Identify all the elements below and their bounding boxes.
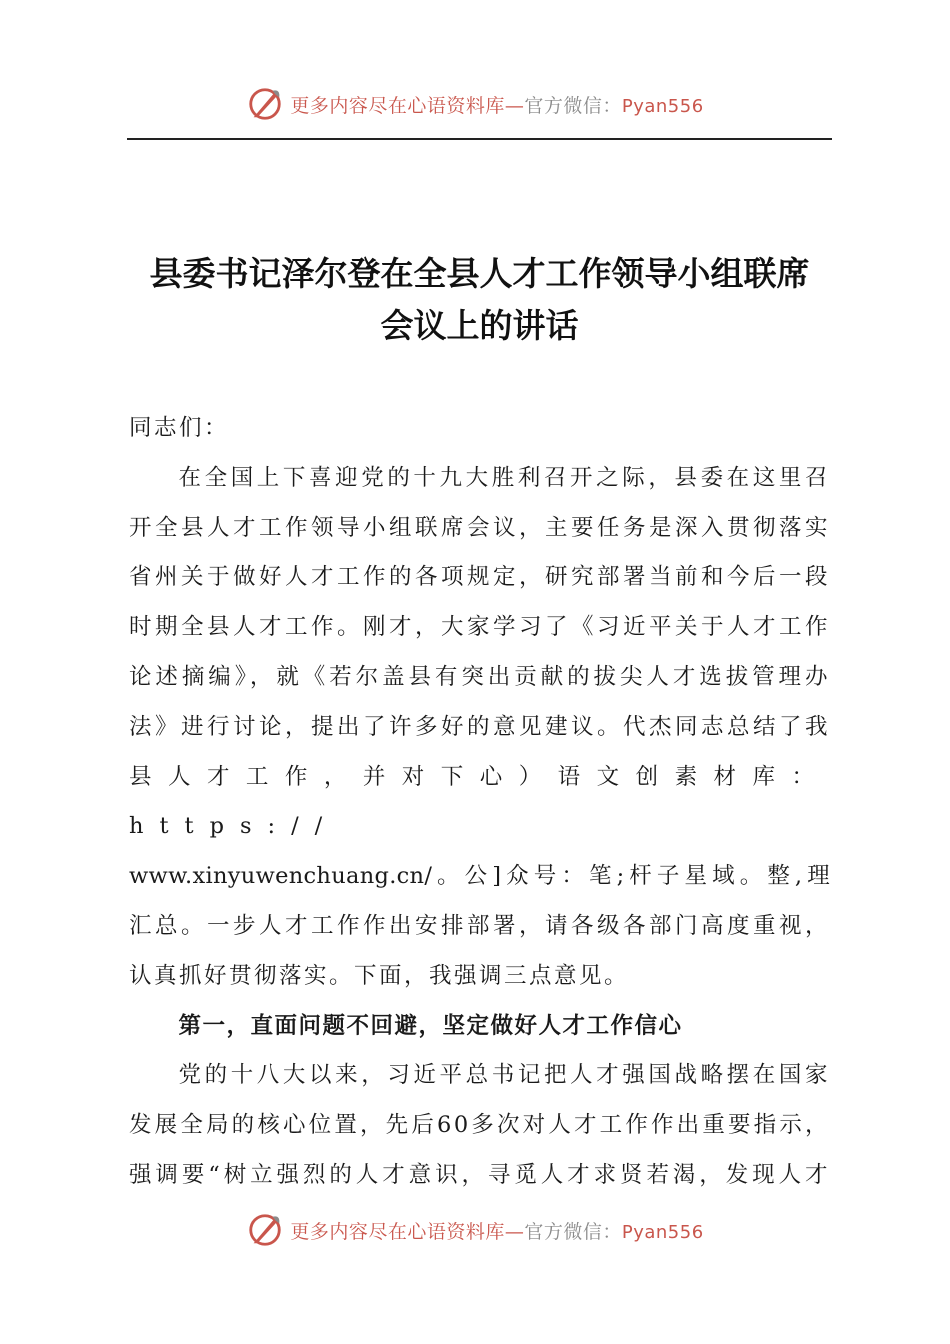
quill-logo-icon [246,1211,284,1249]
paragraph-1-line: 省州关于做好人才工作的各项规定，研究部署当前和今后一段 [129,564,830,591]
paragraph-1-line: 在全国上下喜迎党的十九大胜利召开之际，县委在这里召 [178,464,830,491]
footer-banner-text: 更多内容尽在心语资料库—官方微信：Pyan556 [290,1220,704,1243]
paragraph-1-line: 县人才工作，并对下心）语文创素材库：https:// [129,763,830,840]
footer-banner [0,1208,950,1252]
document-title [127,248,832,352]
paragraph-2 [129,1051,830,1200]
title-line-2: 会议上的讲话 [380,306,579,345]
header-banner-text: 更多内容尽在心语资料库—官方微信：Pyan556 [290,94,704,117]
paragraph-2-line: 强调要“树立强烈的人才意识，寻觅人才求贤若渴，发现人才 [129,1161,830,1188]
paragraph-1-line: 法》进行讨论，提出了许多好的意见建议。代杰同志总结了我 [129,713,830,740]
document-body [129,404,830,1201]
paragraph-2-line: 党的十八大以来，习近平总书记把人才强国战略摆在国家 [178,1062,830,1089]
section-heading-1: 第一，直面问题不回避，坚定做好人才工作信心 [178,1012,683,1039]
paragraph-1-line: www.xinyuwenchuang.cn/。公]众号：笔;杆子星域。整,理 [129,863,830,890]
salutation: 同志们： [129,415,230,441]
paragraph-1-line: 汇总。一步人才工作作出安排部署，请各级各部门高度重视， [129,912,830,939]
paragraph-2-line: 发展全局的核心位置，先后60多次对人才工作作出重要指示， [129,1112,830,1139]
title-line-1: 县委书记泽尔登在全县人才工作领导小组联席 [149,254,810,293]
paragraph-1-line: 论述摘编》，就《若尔盖县有突出贡献的拔尖人才选拔管理办 [129,663,830,690]
paragraph-1-line: 开全县人才工作领导小组联席会议，主要任务是深入贯彻落实 [129,514,830,541]
quill-logo-icon [246,85,284,123]
paragraph-1 [129,454,830,1002]
paragraph-1-line: 认真抓好贯彻落实。下面，我强调三点意见。 [129,962,630,989]
paragraph-1-line: 时期全县人才工作。刚才，大家学习了《习近平关于人才工作 [129,614,830,641]
header-banner [0,82,950,126]
header-divider [127,138,832,140]
